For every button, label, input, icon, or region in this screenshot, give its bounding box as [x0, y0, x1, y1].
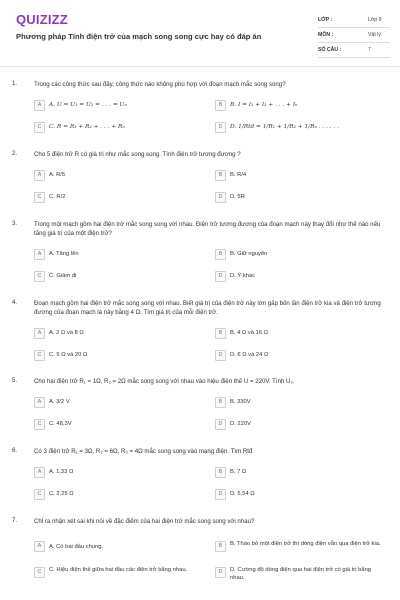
option-text: B. 4 Ω và 16 Ω — [230, 330, 268, 336]
option-letter-box: D — [215, 122, 226, 133]
question-number: 1. — [12, 80, 18, 87]
option-text: D. Ý khác — [230, 273, 256, 279]
question-number: 2. — [12, 150, 18, 157]
option-text: B. I = I₁ + I₂ + . . . + Iₙ — [230, 102, 298, 108]
option-text: B. Giữ nguyên — [230, 251, 268, 257]
meta-label: SỐ CÂU : — [318, 47, 342, 53]
option-letter-box: A — [34, 467, 45, 478]
option-letter-box: C — [34, 192, 45, 203]
option-letter-box: D — [215, 350, 226, 361]
answer-option-a[interactable] — [34, 538, 209, 558]
option-letter-box: D — [215, 567, 226, 578]
option-letter-box: C — [34, 567, 45, 578]
question-number: 4. — [12, 299, 18, 306]
answer-option-b[interactable] — [215, 538, 390, 558]
option-letter-box: D — [215, 271, 226, 282]
question-number: 7. — [12, 517, 18, 524]
question-text: Đoạn mạch gồm hai điện trở mắc song song với nhau. Biết giá trị của điện trở này lớn gấp bốn lần điện trở kia và điện trở tương đương của đoạn mạch là này bằng 4 Ω. Tìm giá trị của mỗi điện trở. — [34, 300, 381, 316]
option-letter-box: C — [34, 489, 45, 500]
answer-option-a[interactable] — [34, 327, 209, 341]
answer-option-a[interactable] — [34, 466, 209, 480]
meta-label: LỚP : — [318, 17, 333, 23]
answer-option-d[interactable] — [215, 564, 390, 584]
option-letter-box: D — [215, 489, 226, 500]
option-text: A. Tăng lên — [49, 251, 79, 257]
answer-option-a[interactable] — [34, 396, 209, 410]
worksheet-meta — [318, 13, 390, 58]
answer-option-c[interactable] — [34, 488, 209, 502]
answer-option-c[interactable] — [34, 270, 209, 284]
option-text: D. Cường độ dòng điện qua hai điện trở có giá trị bằng nhau. — [230, 567, 372, 581]
answer-option-a[interactable] — [34, 248, 209, 262]
option-text: B. R/4 — [230, 172, 247, 178]
answer-option-b[interactable] — [215, 169, 390, 183]
option-letter-box: A — [34, 541, 45, 552]
option-text: B. Tháo bỏ một điện trở thì dòng điện vẫn qua điện trở kia. — [230, 541, 381, 547]
option-letter-box: C — [34, 122, 45, 133]
meta-value: 7 — [368, 47, 371, 53]
answer-option-d[interactable] — [215, 270, 390, 284]
answer-option-a[interactable] — [34, 169, 209, 183]
answer-option-d[interactable] — [215, 121, 390, 135]
option-text: D. 6 Ω và 24 Ω — [230, 352, 269, 358]
option-text: D. 1/Rtđ = 1/R₁ + 1/R₂ + 1/Rₙ . . . . . . — [230, 124, 339, 130]
option-text: A. 1,33 Ω — [49, 469, 74, 475]
worksheet-header — [0, 0, 400, 67]
question-text: Cho hai điện trở R₁ = 1Ω, R₂ = 2Ω mắc song song với nhau vào hiệu điện thế U = 220V. Tính U₂. — [34, 378, 295, 385]
option-letter-box: C — [34, 350, 45, 361]
question-text: Chỉ ra nhận xét sai khi nói về đặc điểm của hai điện trở mắc song song với nhau? — [34, 518, 255, 525]
meta-value: Lớp 9 — [368, 17, 382, 23]
option-text: A. 2 Ω và 8 Ω — [49, 330, 84, 336]
option-letter-box: D — [215, 419, 226, 430]
option-letter-box: A — [34, 100, 45, 111]
option-letter-box: B — [215, 541, 226, 552]
option-text: D. 5,54 Ω — [230, 491, 255, 497]
answer-option-c[interactable] — [34, 349, 209, 363]
question-number: 3. — [12, 220, 18, 227]
option-letter-box: C — [34, 271, 45, 282]
option-text: C. R = R₁ + R₂ + . . . + Rₙ — [49, 124, 125, 130]
option-letter-box: B — [215, 249, 226, 260]
answer-option-c[interactable] — [34, 564, 209, 584]
option-letter-box: B — [215, 328, 226, 339]
answer-option-d[interactable] — [215, 191, 390, 205]
question-number: 5. — [12, 377, 18, 384]
option-letter-box: A — [34, 170, 45, 181]
meta-value: Vật lý — [368, 32, 381, 38]
answer-option-d[interactable] — [215, 418, 390, 432]
option-letter-box: B — [215, 170, 226, 181]
meta-label: MÔN : — [318, 32, 334, 38]
answer-option-c[interactable] — [34, 418, 209, 432]
question-text: Cho 5 điện trở R có giá trị như mắc song song. Tính điện trở tương đương ? — [34, 151, 241, 158]
meta-row-subject — [318, 28, 390, 43]
option-letter-box: A — [34, 249, 45, 260]
option-letter-box: B — [215, 467, 226, 478]
option-text: B. 330V — [230, 399, 251, 405]
option-letter-box: D — [215, 192, 226, 203]
option-text: C. 2,25 Ω — [49, 491, 74, 497]
option-text: A. U = U₁ = U₂ = . . . = Uₙ — [49, 102, 127, 108]
option-text: B. 7 Ω — [230, 469, 247, 475]
page-title: Phương pháp Tính điện trở của mạch song song cực hay có đáp án — [16, 32, 262, 41]
answer-option-b[interactable] — [215, 327, 390, 341]
question-text: Trong một mạch gồm hai điện trở mắc song song với nhau. Điện trở tương đương của đoạn mạch này thay đổi như thế nào nếu tăng giá trị của một điện trở? — [34, 221, 381, 237]
meta-row-grade — [318, 13, 390, 28]
option-letter-box: B — [215, 100, 226, 111]
option-letter-box: A — [34, 397, 45, 408]
question-text: Trong các công thức sau đây, công thức nào không phù hợp với đoạn mạch mắc song song? — [34, 81, 286, 88]
option-text: C. 48,3V — [49, 421, 72, 427]
answer-option-d[interactable] — [215, 488, 390, 502]
option-text: D. 220V — [230, 421, 251, 427]
answer-option-a[interactable] — [34, 99, 209, 113]
answer-option-d[interactable] — [215, 349, 390, 363]
answer-option-b[interactable] — [215, 248, 390, 262]
meta-row-count — [318, 43, 390, 58]
option-letter-box: B — [215, 397, 226, 408]
question-number: 6. — [12, 447, 18, 454]
option-text: A. Có hai đầu chung. — [49, 544, 104, 550]
option-text: A. R/5 — [49, 172, 66, 178]
answer-option-b[interactable] — [215, 396, 390, 410]
option-text: A. 3/2 V — [49, 399, 70, 405]
answer-option-b[interactable] — [215, 466, 390, 480]
answer-option-c[interactable] — [34, 121, 209, 135]
option-text: C. Giảm đi — [49, 273, 77, 279]
answer-option-b[interactable] — [215, 99, 390, 113]
quizizz-logo: QUIZIZZ — [16, 12, 68, 27]
option-text: D. 5R — [230, 194, 245, 200]
question-text: Có 3 điện trở R₁ = 3Ω, R₂ = 6Ω, R₃ = 4Ω mắc song song vào mạng điện. Tìm Rtđ — [34, 448, 253, 455]
option-letter-box: C — [34, 419, 45, 430]
option-text: C. Hiệu điện thế giữa hai đầu các điện trở bằng nhau. — [49, 567, 188, 573]
option-letter-box: A — [34, 328, 45, 339]
option-text: C. R/2 — [49, 194, 66, 200]
option-text: C. 5 Ω và 20 Ω — [49, 352, 88, 358]
answer-option-c[interactable] — [34, 191, 209, 205]
